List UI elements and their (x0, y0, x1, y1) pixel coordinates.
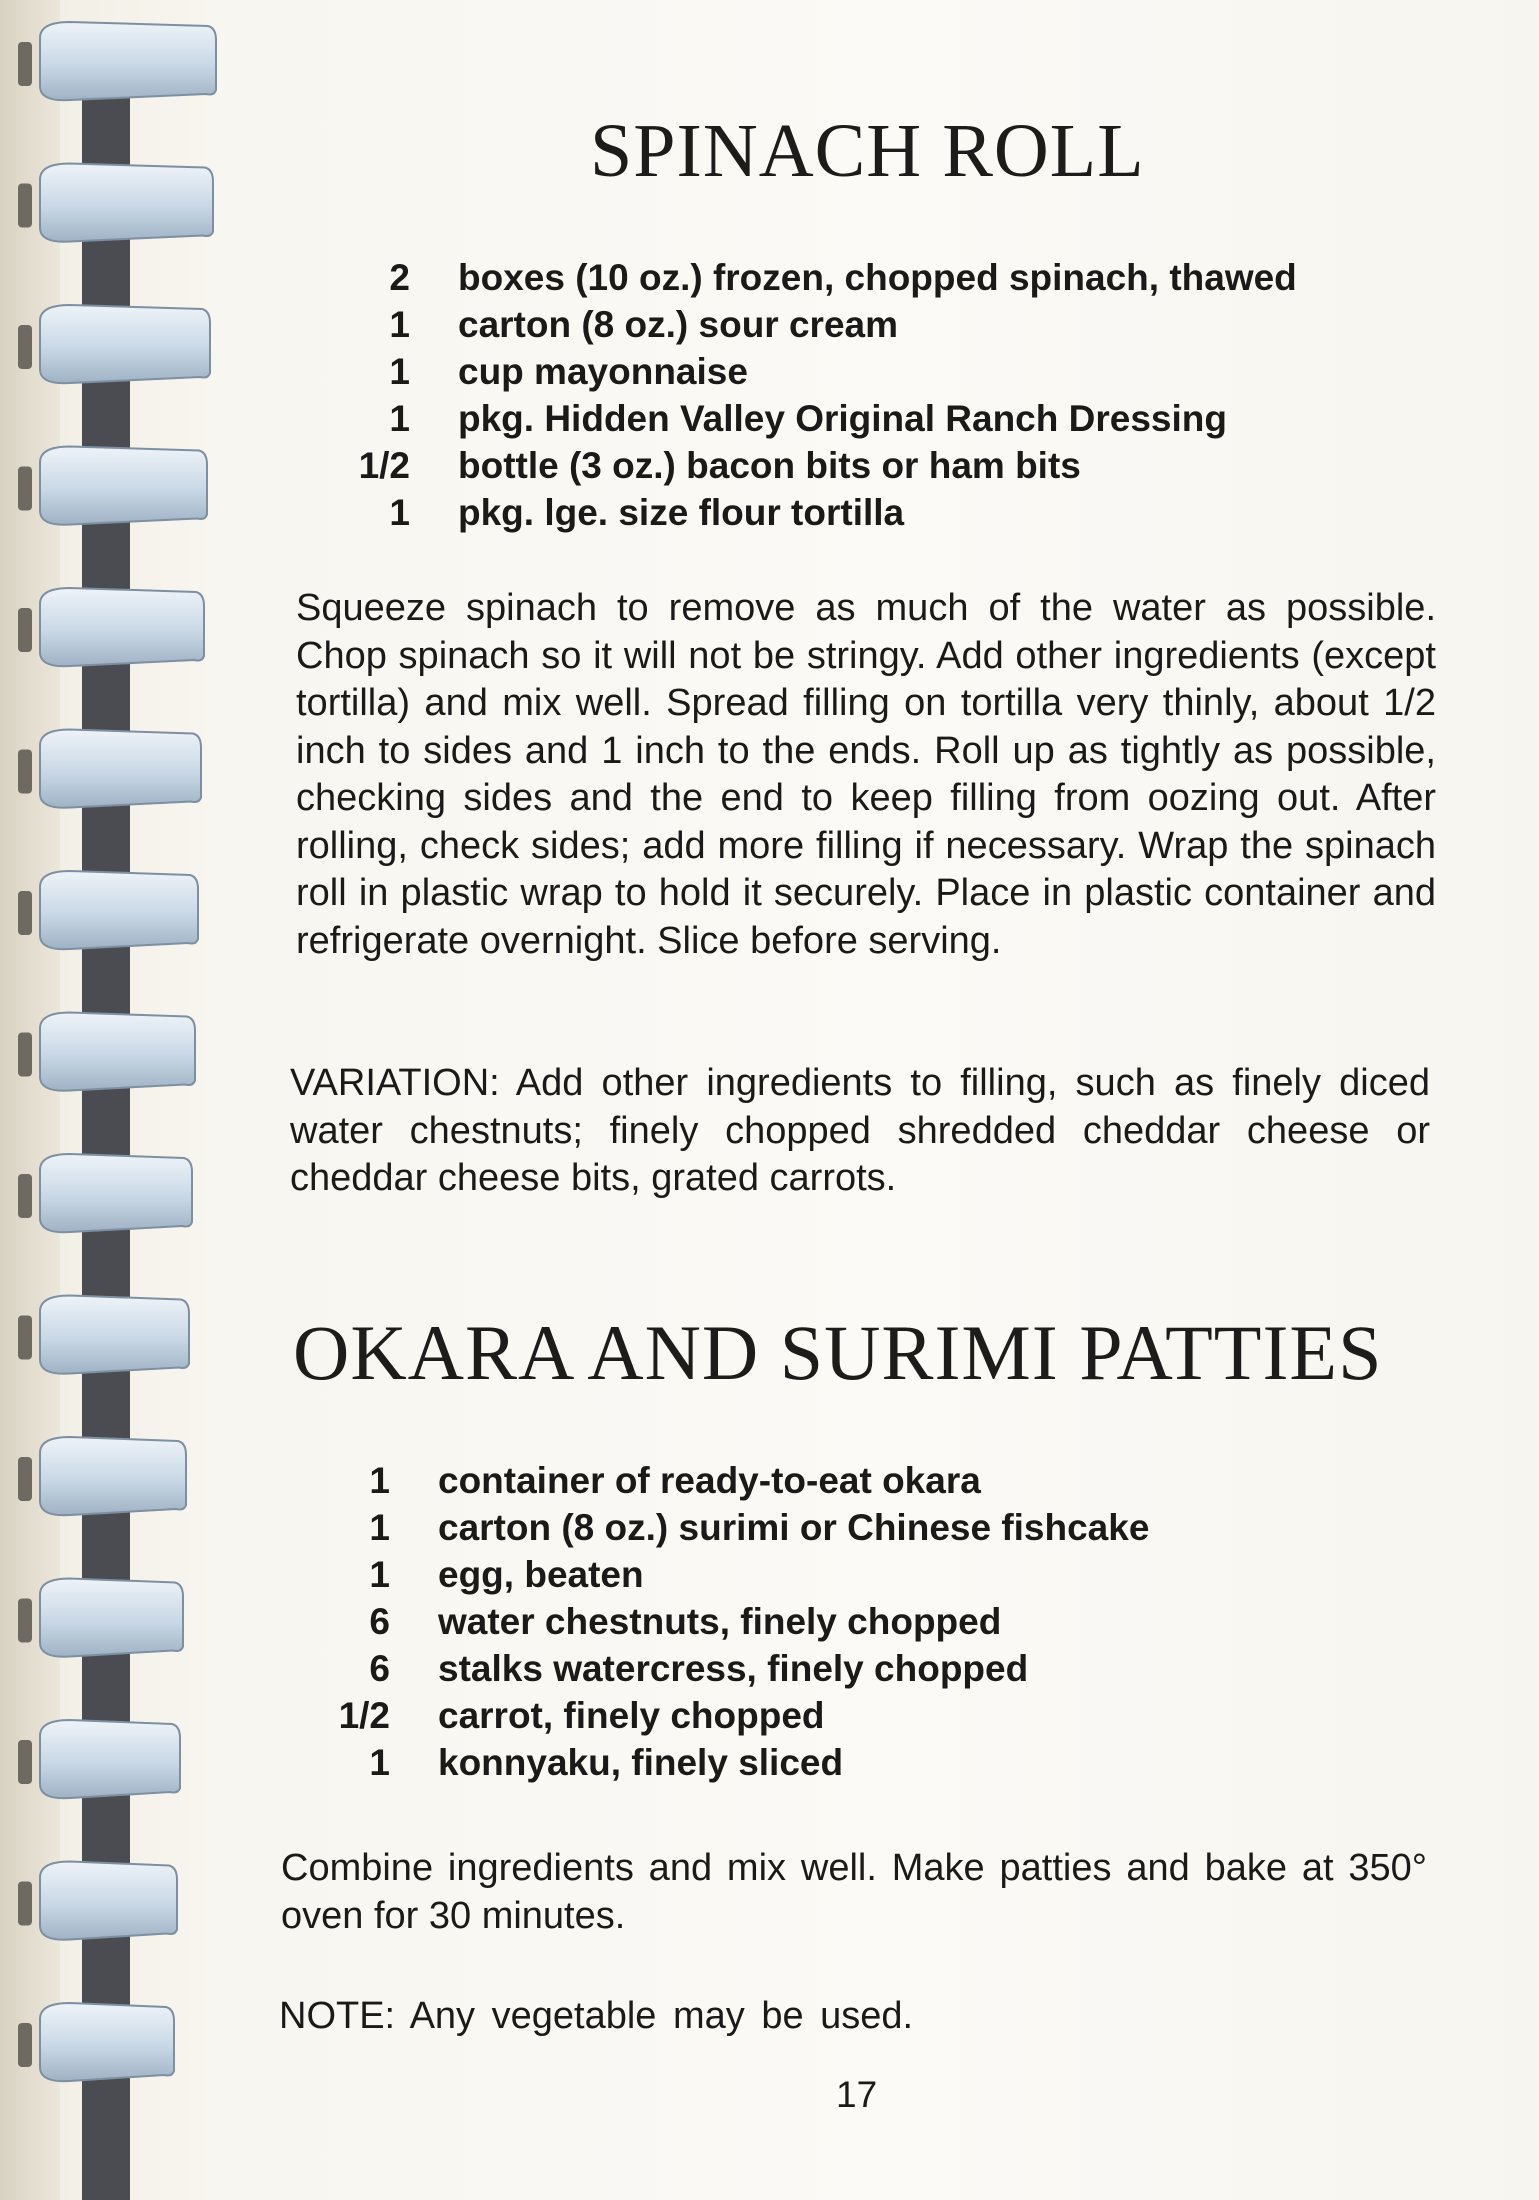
ingredient-row (300, 348, 1297, 395)
ingredient-item: cup mayonnaise (458, 351, 748, 392)
ingredient-qty: 2 (389, 257, 410, 298)
ingredient-list-spinach-roll (300, 254, 1297, 536)
ingredient-row (280, 1739, 1149, 1786)
ingredient-qty: 1 (369, 1554, 390, 1595)
ingredient-row (280, 1504, 1149, 1551)
ingredient-item: pkg. lge. size flour tortilla (458, 492, 905, 533)
ingredient-qty: 6 (369, 1648, 390, 1689)
ingredient-row (280, 1692, 1149, 1739)
ingredient-qty: 1 (369, 1460, 390, 1501)
recipe-note: NOTE: Any vegetable may be used. (279, 1995, 914, 2037)
recipe-title-spinach-roll: SPINACH ROLL (590, 109, 1145, 193)
ingredient-row (280, 1457, 1149, 1504)
ingredient-qty: 1/2 (338, 1695, 390, 1736)
instructions-spinach-roll: Squeeze spinach to remove as much of the water as possible. Chop spinach so it will not be stringy. Add other ingredients (except tortilla) and mix well. Spread filling on tortilla very thinly, about 1/2 inch to sides and 1 inch to the ends. Roll up as tightly as possible, checking sides and the end to keep filling from oozing out. After rolling, check sides; add more filling if necessary. Wrap the spinach roll in plastic wrap to hold it securely. Place in plastic container and refrigerate overnight. Slice before serving. (296, 587, 1436, 962)
ingredient-qty: 1 (389, 351, 410, 392)
ingredient-item: egg, beaten (438, 1554, 644, 1595)
ingredient-row (300, 442, 1297, 489)
instructions-okara-surimi-patties: Combine ingredients and mix well. Make patties and bake at 350° oven for 30 minutes. (281, 1847, 1427, 1937)
ingredient-item: water chestnuts, finely chopped (438, 1601, 1002, 1642)
ingredient-item: carrot, finely chopped (438, 1695, 825, 1736)
ingredient-item: bottle (3 oz.) bacon bits or ham bits (458, 445, 1081, 486)
variation-note: VARIATION: Add other ingredients to filling, such as finely diced water chestnuts; finely chopped shredded cheddar cheese or cheddar cheese bits, grated carrots. (290, 1062, 1430, 1199)
ingredient-item: container of ready-to-eat okara (438, 1460, 981, 1501)
ingredient-qty: 1 (369, 1742, 390, 1783)
ingredient-row (300, 395, 1297, 442)
page-number: 17 (836, 2074, 878, 2115)
ingredient-qty: 1 (389, 304, 410, 345)
ingredient-row (300, 489, 1297, 536)
recipe-title-okara-surimi-patties: OKARA AND SURIMI PATTIES (293, 1309, 1383, 1396)
ingredient-row (300, 301, 1297, 348)
ingredient-item: carton (8 oz.) surimi or Chinese fishcake (438, 1507, 1150, 1548)
ingredient-qty: 1/2 (358, 445, 410, 486)
ingredient-item: pkg. Hidden Valley Original Ranch Dressing (458, 398, 1227, 439)
ingredient-row (280, 1645, 1149, 1692)
ingredient-qty: 1 (389, 492, 410, 533)
ingredient-list-okara-surimi-patties (280, 1457, 1149, 1786)
ingredient-item: konnyaku, finely sliced (438, 1742, 844, 1783)
ingredient-row (280, 1598, 1149, 1645)
ingredient-row (280, 1551, 1149, 1598)
ingredient-qty: 1 (389, 398, 410, 439)
ingredient-qty: 1 (369, 1507, 390, 1548)
ingredient-qty: 6 (369, 1601, 390, 1642)
ingredient-item: stalks watercress, finely chopped (438, 1648, 1029, 1689)
ingredient-item: boxes (10 oz.) frozen, chopped spinach, thawed (458, 257, 1297, 298)
ingredient-item: carton (8 oz.) sour cream (458, 304, 899, 345)
ingredient-row (300, 254, 1297, 301)
